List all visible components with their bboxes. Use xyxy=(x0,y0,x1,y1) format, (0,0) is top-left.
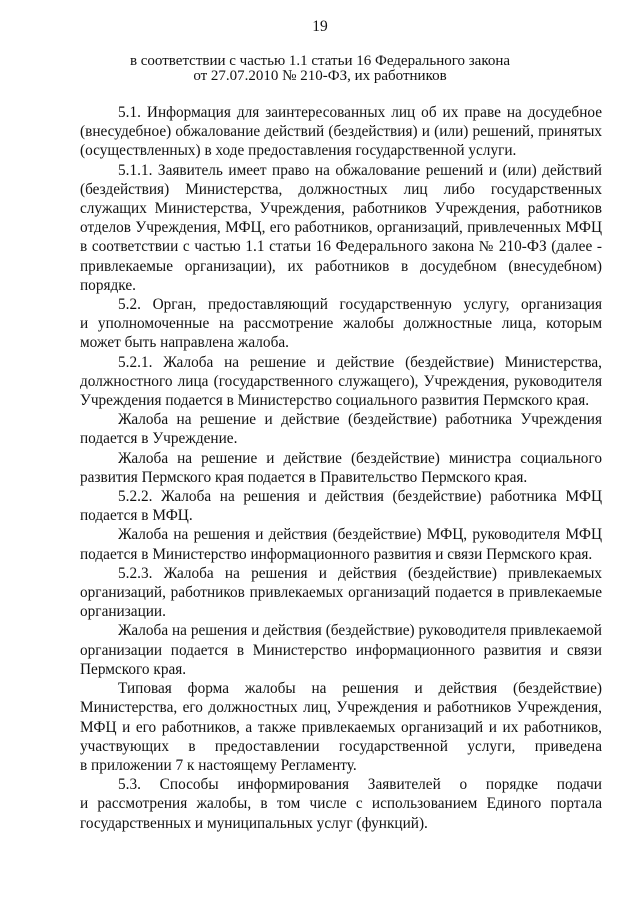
text-line: подается в МФЦ. xyxy=(80,507,193,525)
text-line: в соответствии с частью 1.1 статьи 16 Федерального закона № 210-ФЗ (далее - xyxy=(80,238,602,256)
text-line: Жалоба на решения и действия (бездействие) руководителя привлекаемой xyxy=(118,622,602,640)
text-line: может быть направлена жалоба. xyxy=(80,334,289,352)
text-line: Жалоба на решения и действия (бездействие) МФЦ, руководителя МФЦ xyxy=(118,526,602,544)
text-line: подается в Учреждение. xyxy=(80,430,238,448)
text-line: МФЦ и его работников, а также привлекаемых организаций и их работников, xyxy=(80,718,602,736)
header-block xyxy=(0,54,640,84)
text-line: (бездействия) Министерства, должностных лиц либо государственных xyxy=(80,180,602,198)
text-line: 5.2.1. Жалоба на решение и действие (бездействие) Министерства, xyxy=(118,353,602,371)
text-line: должностного лица (государственного служащего), Учреждения, руководителя xyxy=(80,372,602,390)
paragraph-para-complaint-mfc-head xyxy=(80,525,602,563)
paragraph-section-5-2 xyxy=(80,295,602,353)
paragraph-section-5-1-1 xyxy=(80,161,602,295)
paragraph-section-5-2-1 xyxy=(80,353,602,411)
paragraph-section-5-2-2 xyxy=(80,487,602,525)
text-line: Министерства, его должностных лиц, Учреждения и работников Учреждения, xyxy=(80,699,602,717)
text-line: (внесудебное) обжалование действий (бездействия) и (или) решений, принятых xyxy=(80,123,602,141)
text-line: и уполномоченные на рассмотрение жалобы должностные лица, которым xyxy=(80,315,602,333)
text-line: 5.3. Способы информирования Заявителей о порядке подачи xyxy=(118,776,602,794)
text-line: государственных и муниципальных услуг (функций). xyxy=(80,814,428,832)
text-line: привлекаемые организации), их работников в досудебном (внесудебном) xyxy=(80,257,602,275)
paragraph-section-5-1 xyxy=(80,103,602,161)
text-line: 5.1. Информация для заинтересованных лиц об их праве на досудебное xyxy=(118,104,602,121)
text-line: в приложении 7 к настоящему Регламенту. xyxy=(80,756,357,774)
text-line: (осуществленных) в ходе предоставления государственной услуги. xyxy=(80,142,517,160)
page-number: 19 xyxy=(312,18,328,35)
paragraph-para-complaint-minister xyxy=(80,449,602,487)
text-line: Учреждения подается в Министерство социального развития Пермского края. xyxy=(80,392,590,410)
text-line: организаций, работников привлекаемых организаций подается в привлекаемые xyxy=(80,584,602,602)
header-line: от 27.07.2010 № 210-ФЗ, их работников xyxy=(193,68,447,84)
paragraph-section-5-3 xyxy=(80,775,602,833)
paragraph-para-standard-form xyxy=(80,679,602,775)
text-line: участвующих в предоставлении государственной услуги, приведена xyxy=(80,737,602,755)
text-line: Типовая форма жалобы на решения и действия (бездействие) xyxy=(118,680,602,698)
text-line: отделов Учреждения, МФЦ, его работников, организаций, привлеченных МФЦ xyxy=(80,219,602,237)
text-line: 5.2.3. Жалоба на решения и действия (бездействие) привлекаемых xyxy=(118,564,602,582)
text-line: организации подается в Министерство информационного развития и связи xyxy=(80,641,602,659)
text-line: Пермского края. xyxy=(80,660,187,678)
paragraph-para-complaint-organization-head xyxy=(80,621,602,679)
text-line: служащих Министерства, Учреждения, работников Учреждения, работников xyxy=(80,200,602,218)
text-line: и рассмотрения жалобы, в том числе с использованием Единого портала xyxy=(80,795,602,813)
paragraph-section-5-2-3 xyxy=(80,564,602,622)
text-line: Жалоба на решение и действие (бездействие) министра социального xyxy=(118,449,602,467)
text-line: 5.2.2. Жалоба на решения и действия (бездействие) работника МФЦ xyxy=(118,488,602,506)
text-line: организации. xyxy=(80,603,166,621)
text-line: порядке. xyxy=(80,276,136,294)
text-line: 5.1.1. Заявитель имеет право на обжалование решений и (или) действий xyxy=(118,161,602,179)
paragraph-para-complaint-institution-employee xyxy=(80,410,602,448)
text-line: 5.2. Орган, предоставляющий государственную услугу, организация xyxy=(118,296,602,314)
text-line: развития Пермского края подается в Правительство Пермского края. xyxy=(80,468,528,486)
text-line: Жалоба на решение и действие (бездействие) работника Учреждения xyxy=(118,411,602,429)
text-line: подается в Министерство информационного развития и связи Пермского края. xyxy=(80,545,593,563)
body-text xyxy=(80,103,602,833)
header-line: в соответствии с частью 1.1 статьи 16 Федерального закона xyxy=(129,53,511,69)
